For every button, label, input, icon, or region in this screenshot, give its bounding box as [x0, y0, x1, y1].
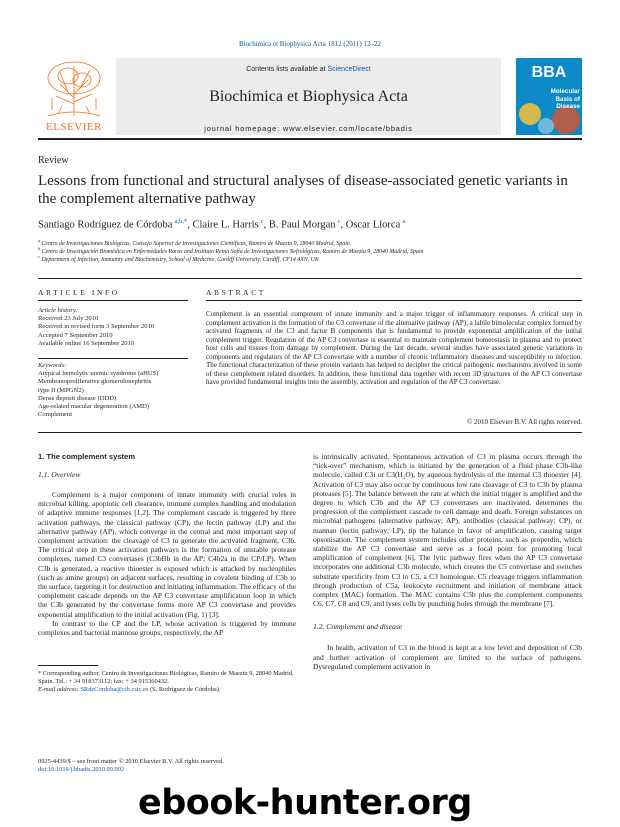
sciencedirect-link[interactable]: ScienceDirect — [327, 66, 371, 73]
author-marks[interactable]: a — [402, 218, 406, 225]
history-item: Available online 16 September 2010 — [38, 339, 135, 347]
author-name: Santiago Rodríguez de Córdoba — [38, 219, 173, 231]
history-item: Received 23 July 2010 — [38, 315, 99, 323]
running-head: Biochimica et Biophysica Acta 1812 (2011) 12–22 — [238, 40, 382, 48]
abstract-copyright: © 2010 Elsevier B.V. All rights reserved. — [466, 418, 582, 426]
journal-title: Biochimica et Biophysica Acta — [209, 88, 408, 105]
email-link[interactable]: SRdeCordoba@cib.csic.es — [80, 685, 149, 693]
author-marks[interactable]: c — [337, 218, 341, 225]
front-matter — [38, 758, 224, 774]
author-separator: , — [263, 219, 269, 231]
article-history — [38, 307, 188, 348]
keyword-item: type II (MPGN2) — [38, 386, 84, 394]
elsevier-wordmark: ELSEVIER — [46, 121, 102, 133]
author-separator: , — [340, 219, 346, 231]
author-name: B. Paul Morgan — [268, 219, 336, 231]
header-rule — [38, 278, 582, 279]
abstract-heading: ABSTRACT — [206, 288, 266, 297]
abstract-text: Complement is an essential component of innate immunity and a major trigger of inflammatory responses. A critical step in complement activation is the formation of the C3 convertase of the alternative pathway (AP), a labile bimolecular complex formed by activated fragments of the C3 and factor B components that is fundamental to provide exponential amplification of the initial complement trigger. Regulation of the AP C3 convertase is essential to maintain complement homeostasis in plasma and to protect host cells and tissues from damage by complement. During the last decade, several studies have associated genetic variations in components and regulators of the AP C3 convertase with a number of chronic inflammatory diseases and susceptibility to infection. The functional characterization of these protein variants has helped to decipher the critical pathogenic mechanisms involved in some of these complement related disorders. In addition, these functional data together with recent 3D structures of the AP C3 convertase have provided fundamental insights into the assembly, activation and regulation of the AP C3 convertase. — [206, 310, 582, 386]
history-label: Article history: — [38, 307, 79, 314]
keyword-item: Atypical hemolytic uremic syndrome (aHUS) — [38, 370, 159, 378]
subsection-heading: 1.2. Complement and disease — [313, 622, 403, 632]
affiliation — [38, 254, 319, 263]
article-title: Lessons from functional and structural analyses of disease-associated genetic variants in the complement alternative pathway — [38, 173, 568, 207]
body-left-column — [38, 452, 296, 637]
email-label: E-mail address: — [38, 685, 81, 693]
journal-homepage[interactable]: journal homepage: www.elsevier.com/locate/bbadis — [204, 124, 413, 133]
email-line — [38, 686, 296, 694]
watermark: ebook-hunter.org — [138, 783, 472, 823]
author-name: Claire L. Harris — [192, 219, 259, 231]
history-item: Received in revised form 3 September 2010 — [38, 323, 155, 331]
body-right-column — [313, 452, 582, 671]
keywords — [38, 362, 188, 419]
body-paragraph: is intrinsically activated. Spontaneous activation of C3 in plasma occurs through the “tick-over” mechanism, which is initiated by the generation of a fluid phase C3b-like molecule, called C3i or C3(H₂O), by aqueous hydrolysis of the internal C3 thioester [4]. Activation of C3 may also occur by continuous low rate cleavage of C3 to C3b by plasma proteases [5]. The balance between the rate at which the initial trigger is amplified and the degree to which C3b and the AP C3 convertases are inactivated, determines the progression of the complement cascade to cell damage and death. Foreign substances on microbial pathogens (alternative pathway; AP), antibodies (classical pathway; CP), or mannan (lectin pathway; LP), tip the balance in favor of amplification, causing target opsonisation. The complement system includes other proteins, such as properdin, which stabilize the AP C3 convertase and serve as a focal point for promoting local amplification of complement [6]. The lytic pathway fires when the AP C3 convertase incorporates one additional C3b molecule, which creates the C5 convertase and switches substrate specificity from C3 to C5, a C3 homologue. C5 cleavage triggers inflammation through production of C5a, leukocyte recruitment and initiation of membrane attack complex (MAC) formation. The MAC contains C5b plus the complement components C6, C7, C8 and C9, and lyses cells by punching holes through the membrane [7]. — [313, 452, 582, 609]
corresponding-author-text: * Corresponding author. Centro de Investigaciones Biológicas, Ramiro de Maeztu 9, 28040 Madrid, Spain. Tel.: + 34 918373112; fax: + 34 915360432. — [38, 670, 294, 685]
keyword-item: Complement — [38, 411, 73, 419]
author-marks[interactable]: c — [260, 218, 264, 225]
affiliation-text: Centro de Investigaciones Biológicas, Consejo Superior de Investigaciones Científicas, Ramiro de Maeztu 9, 28040 Madrid, Spain — [41, 240, 350, 247]
masthead-rule — [38, 138, 582, 140]
contents-prefix: Contents lists available at — [246, 66, 328, 73]
article-info-rule — [38, 300, 188, 301]
abstract-end-rule — [38, 432, 582, 433]
affiliation-mark: a — [38, 238, 40, 243]
body-paragraph: In contrast to the CP and the LP, whose activation is triggered by immune complexes and bacterial mannose groups, respectively, the AP — [38, 618, 296, 638]
keyword-item: Membranoproliferative glomerulonephritis — [38, 378, 152, 386]
affiliation-text: Centro de Investigación Biomédica en Enfermedades Raras and Instituto Reina Sofía de Investigaciones Nefrológicas, Ramiro de Maeztu 9, 28040 Madrid, Spain — [41, 248, 424, 255]
affiliation-mark: c — [38, 254, 40, 259]
author-name: Oscar Llorca — [345, 219, 401, 231]
doi-link[interactable]: doi:10.1016/j.bbadis.2010.09.002 — [38, 766, 125, 773]
affiliation-mark: b — [38, 246, 41, 251]
subsection-heading: 1.1. Overview — [38, 470, 81, 479]
body-paragraph: In health, activation of C3 in the blood is kept at a low level and deposition of C3b and further activation of complement are limited to the surface of pathogens. Dysregulated complement activation in — [313, 643, 582, 671]
footnote-rule — [38, 665, 98, 666]
keyword-item: Age-related macular degeneration (AMD) — [38, 403, 150, 411]
article-section-type: Review — [38, 155, 69, 166]
cover-subtitle: Molecular Basis of Disease — [550, 88, 580, 110]
keywords-rule — [38, 358, 188, 359]
author-list — [38, 218, 405, 231]
keywords-label: Keywords: — [38, 362, 67, 369]
journal-cover-image — [516, 58, 582, 135]
corresponding-author-footnote — [38, 670, 296, 693]
history-item: Accepted 7 September 2010 — [38, 331, 113, 339]
abstract-rule — [206, 300, 582, 301]
section-heading: 1. The complement system — [38, 452, 136, 461]
body-paragraph: Complement is a major component of innate immunity with crucial roles in microbial killing, apoptotic cell clearance, immune complex handling and modulation of adaptive immune responses [1,2]. The complement cascade is triggered by three activation pathways, the classical pathway (CP), the lectin pathway (LP) and the alternative pathway (AP), which converge in the central and most important step of complement activation: the cleavage of C3 to generate the activated fragment, C3b. The critical step in these activation pathways is the formation of unstable protease complexes, named C3 convertases (C3bBb in the AP; C4b2a in the CP/LP). When C3b is generated, a reactive thioester is exposed which is attacked by nucleophiles (such as amine groups) on adjacent surfaces, resulting in covalent binding of C3b to the surface, targeting it for destruction and initiating inflammation. The efficacy of the complement cascade depends on the AP C3 convertase amplification loop in which the C3b generated by the convertase forms more AP C3 convertase and provides exponential amplification to the initial activation (Fig. 1) [3]. — [38, 490, 296, 619]
email-suffix: (S. Rodríguez de Córdoba). — [148, 685, 221, 693]
affiliation-text: Department of Infection, Immunity and Biochemistry, School of Medicine, Cardiff University, Cardiff, CF14 4XN, UK — [41, 256, 319, 263]
article-info-heading: ARTICLE INFO — [38, 288, 120, 297]
author-marks[interactable]: a,b,* — [174, 218, 188, 225]
author-separator: , — [187, 219, 193, 231]
issn-line: 0925-4439/$ – see front matter © 2010 Elsevier B.V. All rights reserved. — [38, 758, 224, 765]
keyword-item: Dense deposit disease (DDD) — [38, 394, 117, 402]
cover-title: BBA — [531, 64, 567, 81]
contents-line — [116, 66, 501, 73]
